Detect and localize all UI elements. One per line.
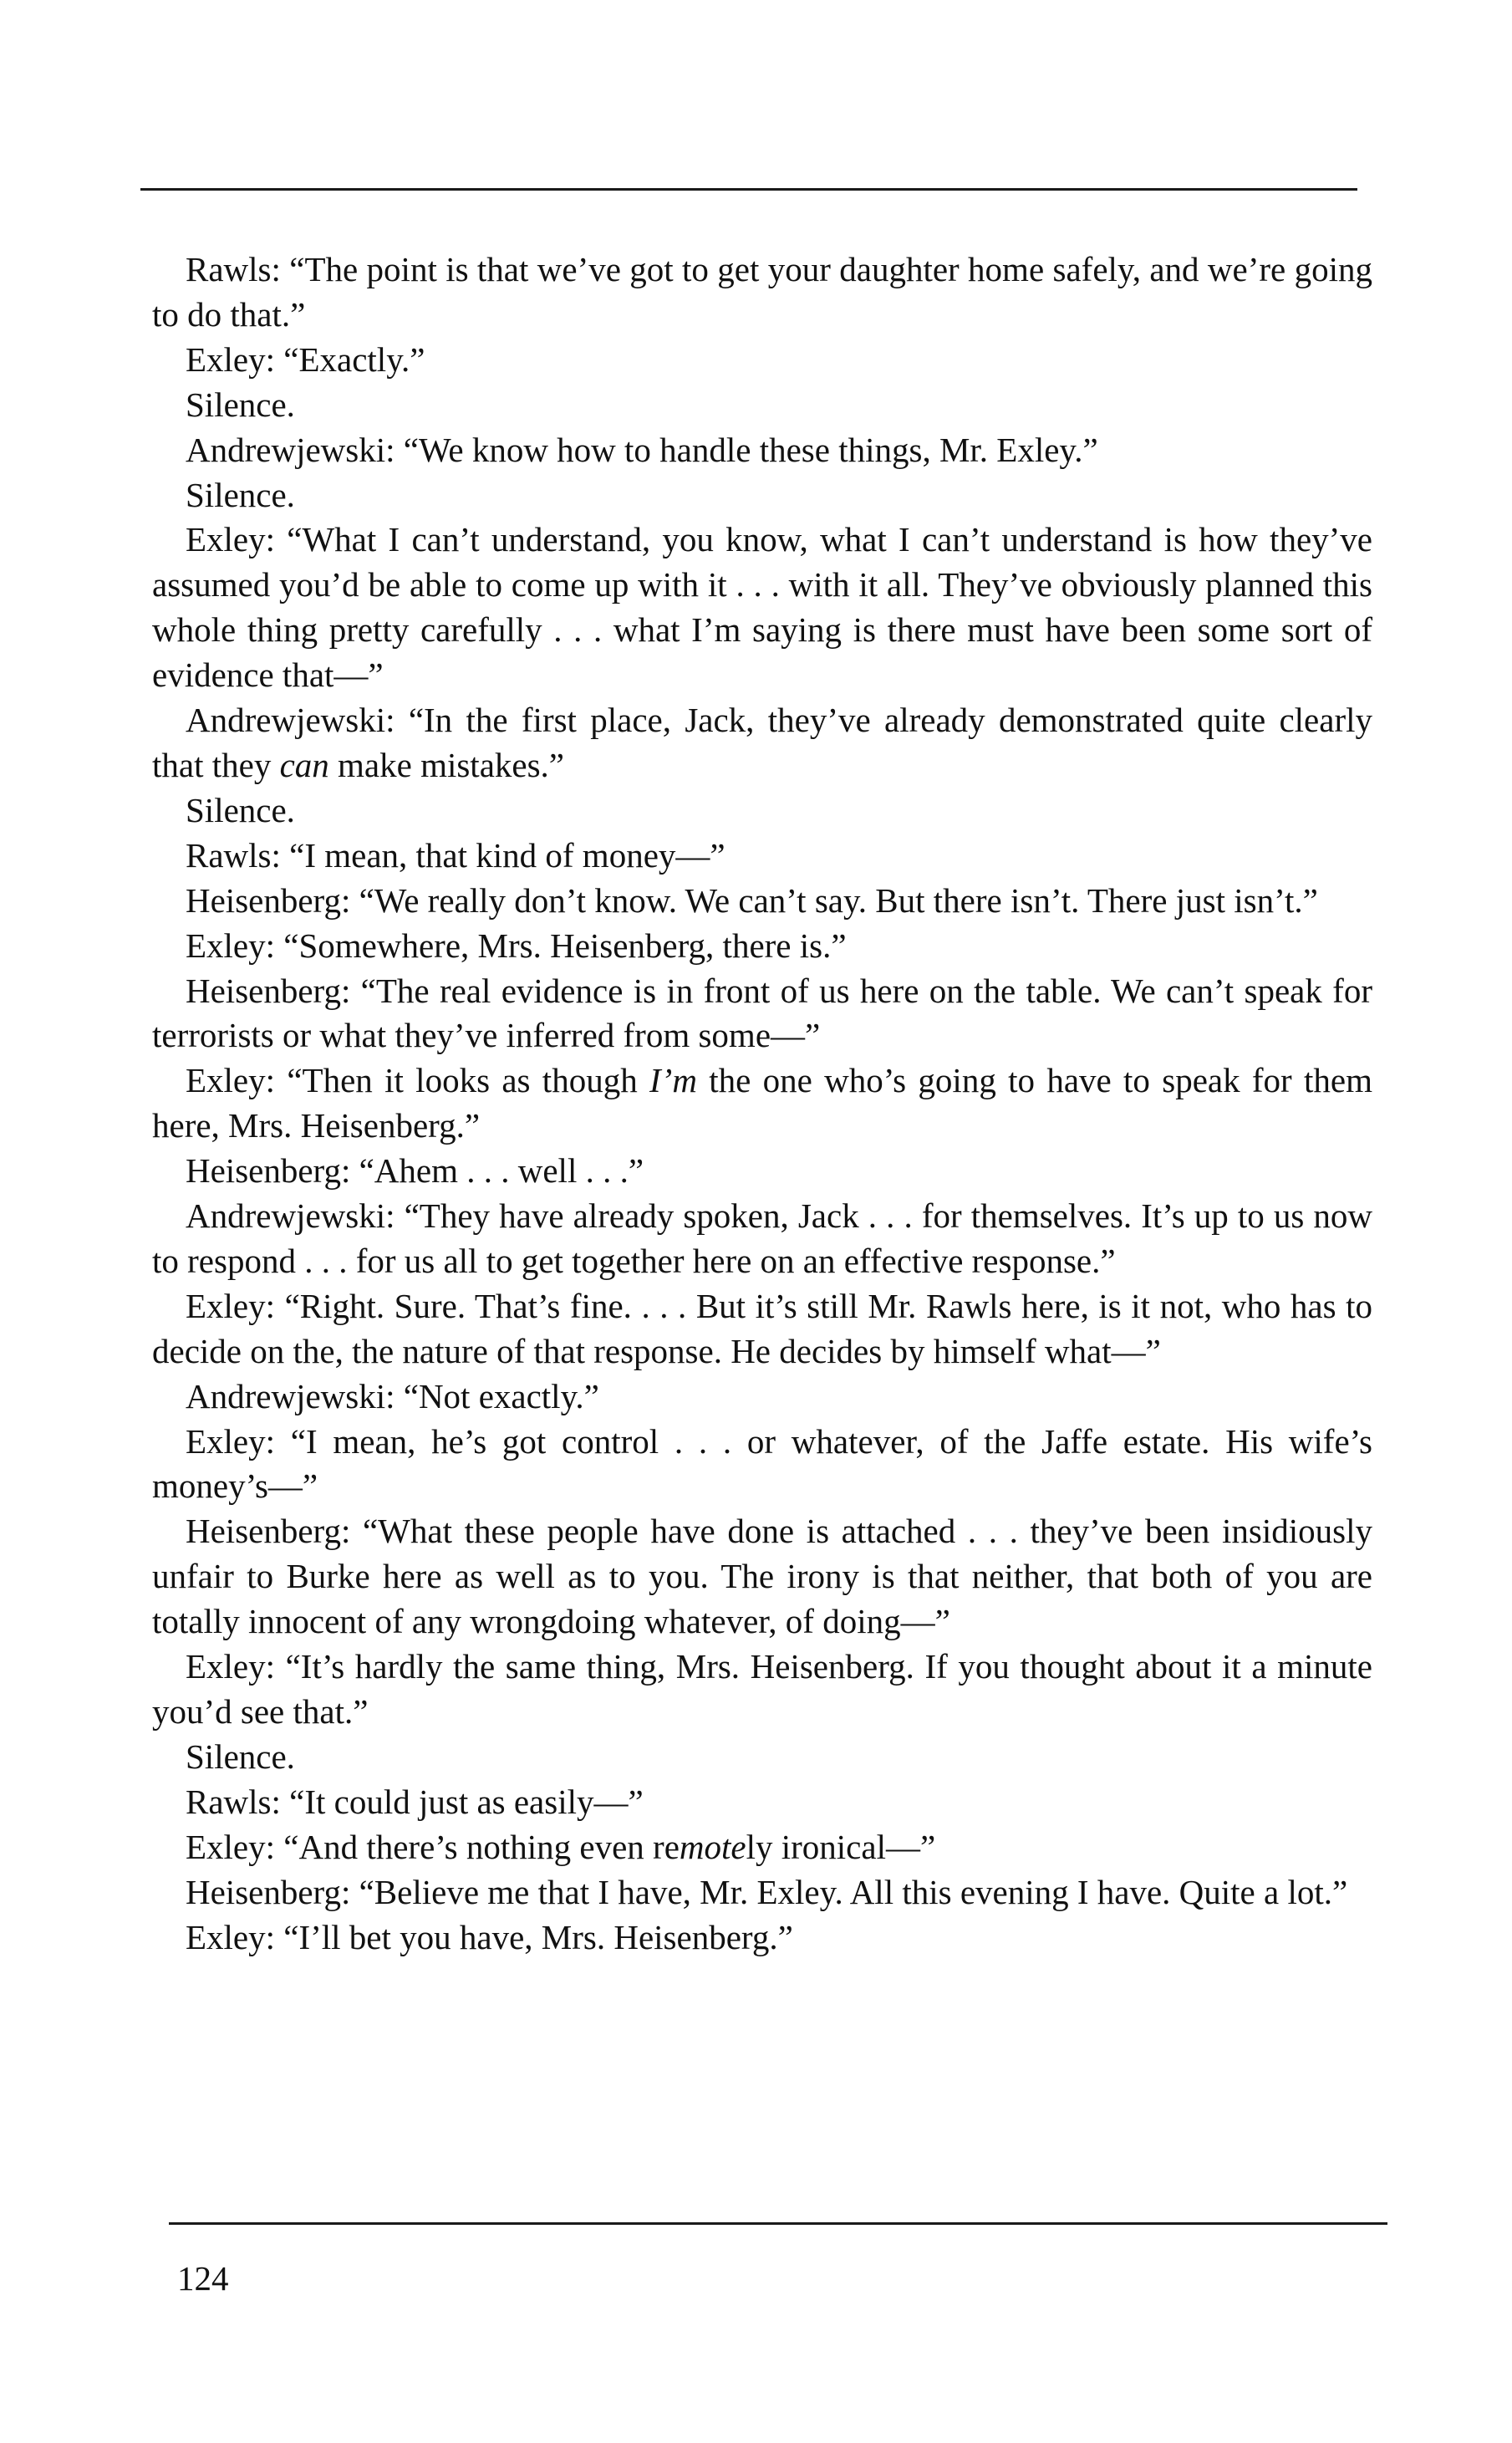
paragraph: Heisenberg: “Ahem . . . well . . .” [186,1151,644,1191]
paragraph-text: Exley: “And there’s nothing even re [186,1827,680,1866]
paragraph: Exley: “Exactly.” [186,339,425,379]
paragraph-text: Exley: “Then it looks as though [186,1061,650,1100]
paragraph: Silence. [186,385,295,424]
dialogue-text [152,247,1372,1960]
top-rule [140,188,1357,191]
paragraph: Heisenberg: “Believe me that I have, Mr. Exley. All this evening I have. Quite a lot.” [186,1872,1348,1911]
paragraph-text: ly ironical—” [746,1827,936,1866]
paragraph: Andrewjewski: “Not exactly.” [186,1376,599,1415]
paragraph-text: make mistakes.” [328,745,564,784]
paragraph: Exley: “Somewhere, Mrs. Heisenberg, there is.” [186,926,847,965]
paragraph: Silence. [186,790,295,829]
paragraph [152,1058,1372,1149]
paragraph: Silence. [186,1737,295,1776]
paragraph: Exley: “I’ll bet you have, Mrs. Heisenberg.” [186,1917,793,1956]
emphasized-word: I’m [649,1061,697,1100]
paragraph: Heisenberg: “What these people have done is attached . . . they’ve been insidiously unfair to Burke here as well as to you. The irony is that neither, that both of you are totally innocent of any wrongdoing whatever, of doing—” [152,1512,1372,1641]
paragraph: Exley: “What I can’t understand, you know, what I can’t understand is how they’ve assumed you’d be able to come up with it . . . with it all. They’ve obviously planned this whole thing pretty carefully . . . what I’m saying is there must have been some sort of evidence that—” [152,520,1372,695]
paragraph: Exley: “I mean, he’s got control . . . or whatever, of the Jaffe estate. His wife’s money’s—” [152,1421,1372,1506]
paragraph: Andrewjewski: “We know how to handle these things, Mr. Exley.” [186,430,1098,469]
paragraph: Exley: “Right. Sure. That’s fine. . . . But it’s still Mr. Rawls here, is it not, who has to decide on the, the nature of that response. He decides by himself what—” [152,1286,1372,1370]
paragraph-text: Andrewjewski: “In the first place, Jack, they’ve already demonstrated quite clearly that they [152,701,1372,784]
paragraph: Exley: “It’s hardly the same thing, Mrs. Heisenberg. If you thought about it a minute you’d see that.” [152,1647,1372,1731]
paragraph: Andrewjewski: “They have already spoken, Jack . . . for themselves. It’s up to us now to respond . . . for us all to get together here on an effective response.” [152,1196,1372,1280]
paragraph: Rawls: “The point is that we’ve got to get your daughter home safely, and we’re going to do that.” [152,250,1372,334]
bottom-rule [169,2222,1387,2225]
paragraph: Silence. [186,475,295,514]
page-number: 124 [177,2259,229,2298]
paragraph: Rawls: “I mean, that kind of money—” [186,835,725,875]
emphasized-word: can [279,745,329,784]
paragraph: Heisenberg: “We really don’t know. We can’t say. But there isn’t. There just isn’t.” [186,880,1318,920]
emphasized-word: mote [679,1827,746,1866]
paragraph: Heisenberg: “The real evidence is in front of us here on the table. We can’t speak for terrorists or what they’ve inferred from some—” [152,971,1372,1055]
paragraph-text: the one who’s going to have to speak for them here, Mrs. Heisenberg.” [152,1061,1373,1145]
paragraph: Rawls: “It could just as easily—” [186,1782,644,1821]
paragraph [152,698,1372,788]
paragraph [152,1825,1372,1870]
